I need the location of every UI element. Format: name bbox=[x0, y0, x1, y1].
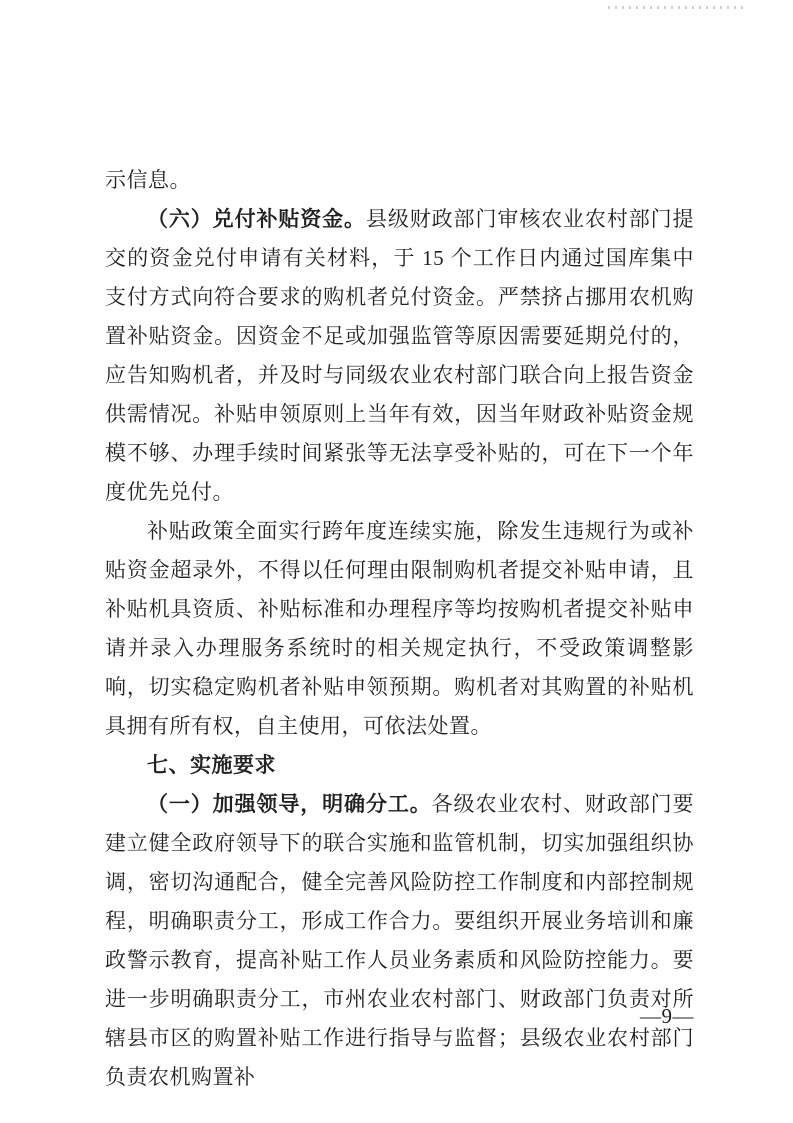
faint-scan-marks bbox=[608, 6, 744, 9]
paragraph-continuation: 示信息。 bbox=[105, 168, 191, 192]
paragraph-body-text: 各级农业农村、财政部门要建立健全政府领导下的联合实施和监管机制，切实加强组织协调，密切沟通配合，健全完善风险防控工作制度和内部控制规程，明确职责分工，形成工作合力。要组织开展业务培训和廉政警示教育，提高补贴工作人员业务素质和风险防控能力。要进一步明确职责分工，市州农业农村部门、财政部门负责对所辖县市区的购置补贴工作进行指导与监督；县级农业农村部门负责农机购置补 bbox=[105, 792, 695, 1089]
paragraph-body-text: 补贴政策全面实行跨年度连续实施，除发生违规行为或补贴资金超录外，不得以任何理由限制购机者提交补贴申请，且补贴机具资质、补贴标准和办理程序等均按购机者提交补贴申请并录入办理服务系统时的相关规定执行，不受政策调整影响，切实稳定购机者补贴申领预期。购机者对其购置的补贴机具拥有所有权，自主使用，可依法处置。 bbox=[105, 519, 694, 738]
paragraph-item-1-strengthen-leadership bbox=[105, 785, 694, 1097]
paragraph-body-text: 县级财政部门审核农业农村部门提交的资金兑付申请有关材料，于 15 个工作日内通过国库集中支付方式向符合要求的购机者兑付资金。严禁挤占挪用农机购置补贴资金。因资金不足或加强监管等原因需要延期兑付的，应告知购机者，并及时与同级农业农村部门联合向上报告资金供需情况。补贴申领原则上当年有效，因当年财政补贴资金规模不够、办理手续时间紧张等无法享受补贴的，可在下一个年度优先兑付。 bbox=[105, 207, 695, 504]
paragraph-lead-bold: （六）兑付补贴资金。 bbox=[147, 207, 366, 231]
document-body-text bbox=[105, 161, 694, 1097]
paragraph-lead-bold: （一）加强领导，明确分工。 bbox=[147, 792, 432, 816]
paragraph-cross-year-policy bbox=[105, 512, 694, 746]
section-heading-7-implementation-requirements: 七、实施要求 bbox=[147, 753, 276, 777]
paragraph-section-6-redeem-subsidy-funds bbox=[105, 200, 694, 512]
page-number: —9— bbox=[640, 1004, 694, 1028]
